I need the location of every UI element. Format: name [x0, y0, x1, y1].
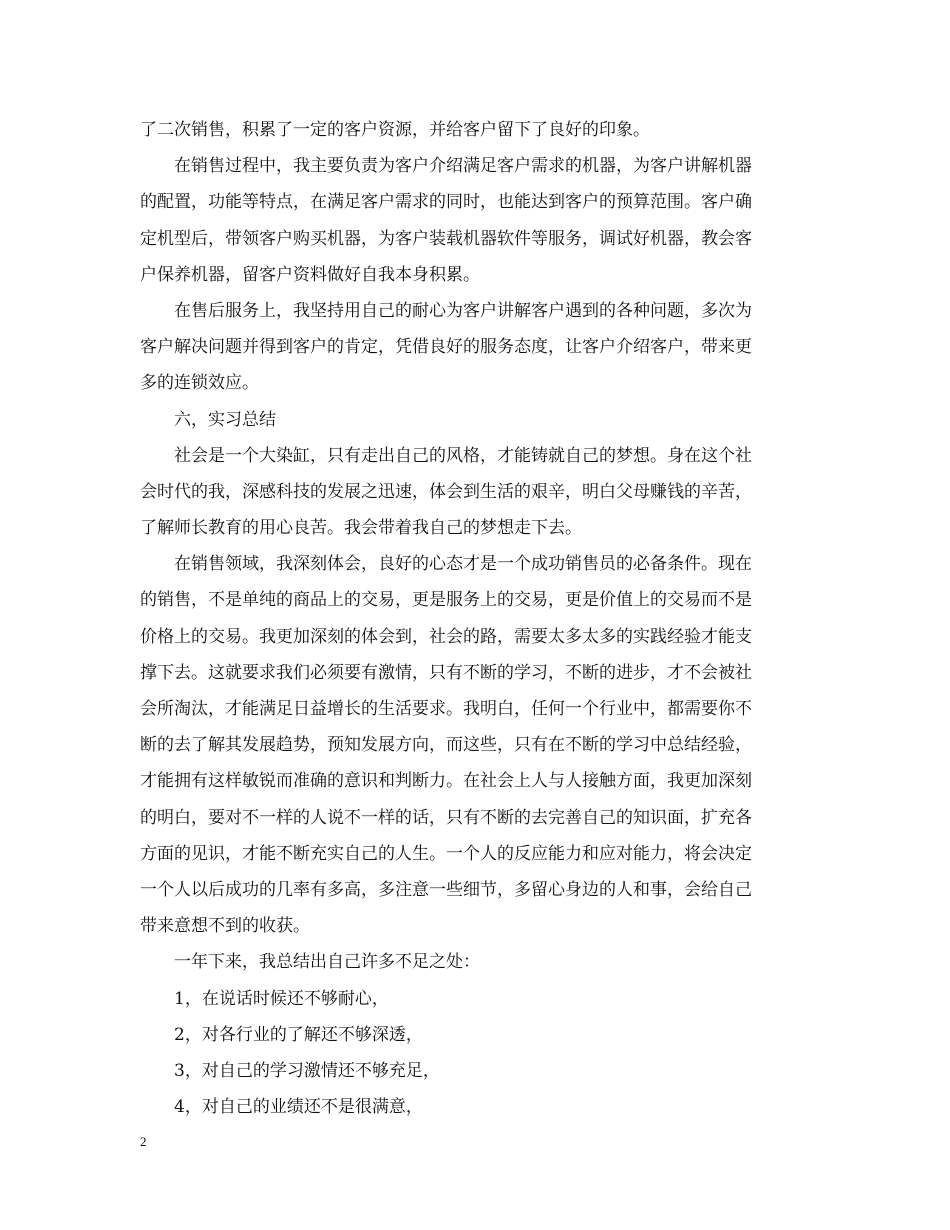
list-item: 3，对自己的学习激情还不够充足， — [174, 1060, 440, 1081]
text-line: 断的去了解其发展趋势，预知发展方向，而这些，只有在不断的学习中总结经验， — [140, 735, 752, 756]
text-line: 一个人以后成功的几率有多高，多注意一些细节，多留心身边的人和事，会给自己 — [140, 879, 752, 900]
text-line: 定机型后，带领客户购买机器，为客户装载机器软件等服务，调试好机器，教会客 — [140, 228, 752, 249]
text-line: 方面的见识，才能不断充实自己的人生。一个人的反应能力和应对能力，将会决定 — [140, 843, 752, 864]
text-line: 户保养机器，留客户资料做好自我本身积累。 — [140, 264, 480, 285]
text-line: 在售后服务上，我坚持用自己的耐心为客户讲解客户遇到的各种问题，多次为 — [174, 300, 752, 321]
text-line: 的配置，功能等特点，在满足客户需求的同时，也能达到客户的预算范围。客户确 — [140, 192, 752, 213]
text-line: 撑下去。这就要求我们必须要有激情，只有不断的学习，不断的进步，才不会被社 — [140, 662, 752, 683]
text-line: 了二次销售，积累了一定的客户资源，并给客户留下了良好的印象。 — [140, 120, 650, 140]
document-body — [140, 112, 812, 1125]
text-line: 会时代的我，深感科技的发展之迅速，体会到生活的艰辛，明白父母赚钱的辛苦， — [140, 481, 752, 502]
text-line: 的明白，要对不一样的人说不一样的话，只有不断的去完善自己的知识面，扩充各 — [140, 807, 752, 828]
text-line: 会所淘汰，才能满足日益增长的生活要求。我明白，任何一个行业中，都需要你不 — [140, 699, 752, 719]
page-number: 2 — [140, 1134, 147, 1149]
text-line: 客户解决问题并得到客户的肯定，凭借良好的服务态度，让客户介绍客户，带来更 — [140, 337, 752, 358]
list-item: 2，对各行业的了解还不够深透， — [174, 1024, 423, 1045]
text-line: 带来意想不到的收获。 — [140, 916, 310, 937]
list-item: 4，对自己的业绩还不是很满意， — [174, 1097, 423, 1118]
section-heading: 六，实习总结 — [174, 409, 276, 430]
text-line: 了解师长教育的用心良苦。我会带着我自己的梦想走下去。 — [140, 518, 582, 539]
text-line: 在销售过程中，我主要负责为客户介绍满足客户需求的机器，为客户讲解机器 — [174, 156, 752, 177]
list-item: 1，在说话时候还不够耐心， — [174, 988, 389, 1009]
text-line: 的销售，不是单纯的商品上的交易，更是服务上的交易，更是价值上的交易而不是 — [140, 590, 752, 611]
text-line: 多的连锁效应。 — [140, 373, 259, 394]
text-line: 在销售领域，我深刻体会，良好的心态才是一个成功销售员的必备条件。现在 — [174, 554, 752, 575]
text-line: 一年下来，我总结出自己许多不足之处： — [174, 952, 480, 973]
text-line: 价格上的交易。我更加深刻的体会到，社会的路，需要太多太多的实践经验才能支 — [140, 626, 752, 647]
text-line: 才能拥有这样敏锐而准确的意识和判断力。在社会上人与人接触方面，我更加深刻 — [140, 771, 752, 792]
text-line: 社会是一个大染缸，只有走出自己的风格，才能铸就自己的梦想。身在这个社 — [174, 445, 752, 466]
